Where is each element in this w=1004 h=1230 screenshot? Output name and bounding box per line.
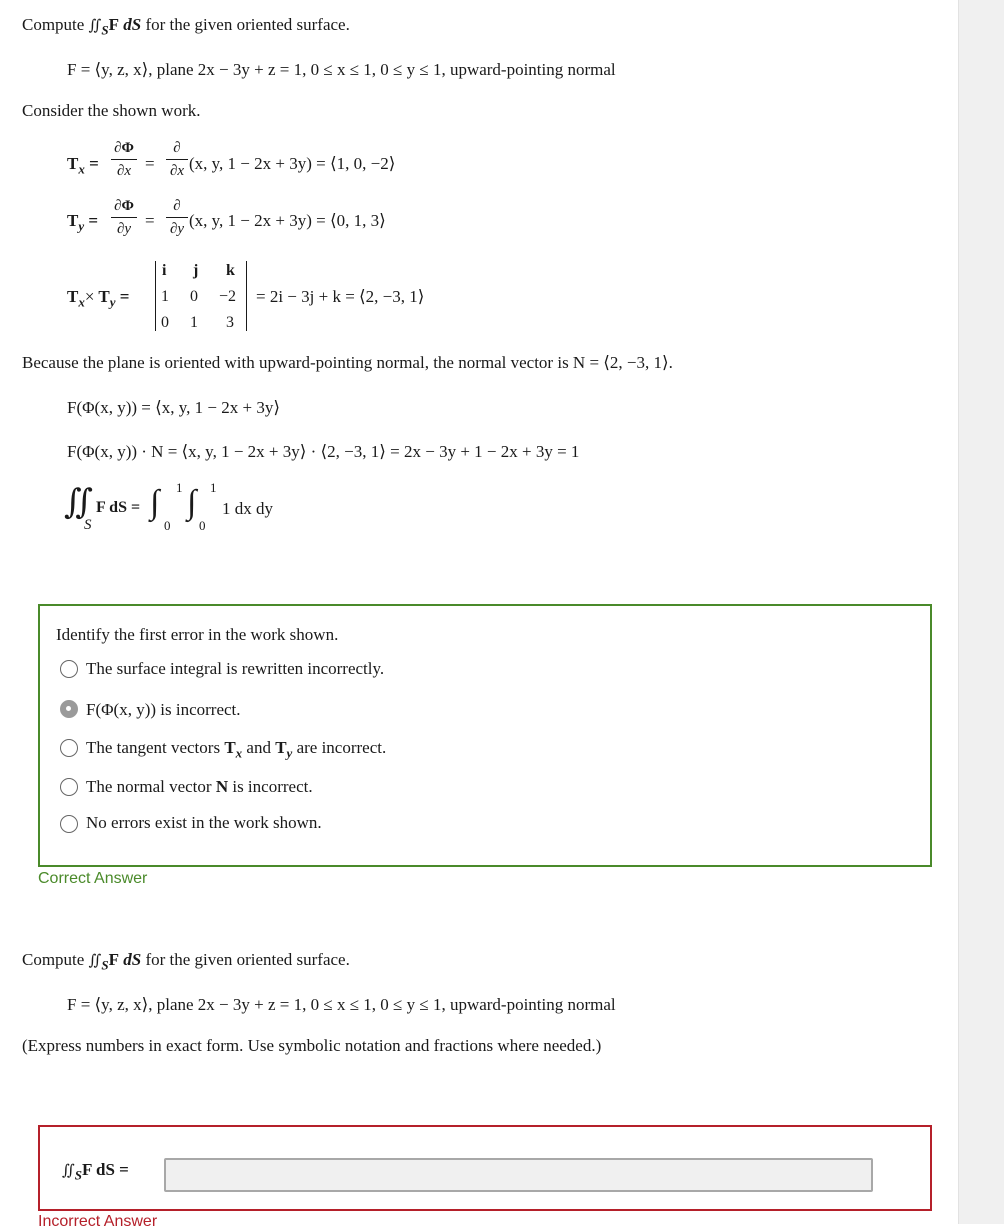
problem2-given: F = ⟨y, z, x⟩, plane 2x − 3y + z = 1, 0 ≤ x ≤ 1, 0 ≤ y ≤ 1, upward-pointing normal — [67, 995, 616, 1014]
ty-result: (x, y, 1 − 2x + 3y) = ⟨0, 1, 3⟩ — [189, 211, 386, 230]
ty-equals: = — [145, 211, 155, 230]
det-r3c3: 3 — [226, 314, 234, 331]
option-radio-4[interactable] — [60, 778, 78, 796]
answer-input[interactable] — [164, 1158, 873, 1192]
det-r2c2: 0 — [190, 288, 198, 305]
problem1-given: F = ⟨y, z, x⟩, plane 2x − 3y + z = 1, 0 ≤ x ≤ 1, 0 ≤ y ≤ 1, upward-pointing normal — [67, 60, 616, 79]
tx-dphi-dx: ∂Φ ∂x — [111, 141, 137, 179]
option-label-1[interactable]: The surface integral is rewritten incorrectly. — [86, 659, 385, 678]
integral-sub-s: S — [84, 517, 92, 533]
option-radio-2[interactable] — [60, 700, 78, 718]
det-r3c2: 1 — [190, 314, 198, 331]
option-label-5[interactable]: No errors exist in the work shown. — [86, 813, 322, 832]
option-radio-1[interactable] — [60, 660, 78, 678]
option-radio-5[interactable] — [60, 815, 78, 833]
option-label-4[interactable]: The normal vector N is incorrect. — [86, 777, 313, 796]
option-label-3[interactable]: The tangent vectors $T_x$ and $T_y$ are incorrect. — [86, 738, 387, 761]
consider-text: Consider the shown work. — [22, 101, 201, 120]
f-dot-n-line: F(Φ(x, y)) · N = ⟨x, y, 1 − 2x + 3y⟩ · ⟨2, −3, 1⟩ = 2x − 3y + 1 − 2x + 3y = 1 — [67, 442, 580, 461]
answer-panel — [38, 1125, 932, 1211]
ty-dphi-dy: ∂Φ ∂y — [111, 199, 137, 237]
tx-partial-x: ∂ ∂x — [166, 141, 188, 179]
tx-equals: = — [145, 154, 155, 173]
det-right-bar — [246, 261, 247, 331]
cross-lhs: $T_x\times T_y$ = — [67, 287, 130, 310]
f-phi-line: F(Φ(x, y)) = ⟨x, y, 1 − 2x + 3y⟩ — [67, 398, 280, 417]
problem2-heading: Compute $∬_SF$ dS for the given oriented surface. — [22, 950, 350, 973]
question-panel — [38, 604, 932, 867]
det-r2c1: 1 — [161, 288, 169, 305]
integral-sign-inner: ∫ — [187, 484, 197, 521]
problem1-heading: Compute $∬_SF$ dS for the given oriented surface. — [22, 15, 350, 38]
det-k: k — [226, 262, 235, 279]
det-i: i — [162, 262, 167, 279]
ty-label: $T_y$ = — [67, 211, 99, 234]
det-r2c3: −2 — [219, 288, 237, 305]
option-label-2[interactable]: F(Φ(x, y)) is incorrect. — [86, 700, 241, 719]
question-prompt: Identify the first error in the work shown. — [56, 625, 339, 644]
outer-upper-limit: 1 — [176, 480, 183, 495]
inner-upper-limit: 1 — [210, 480, 217, 495]
ty-partial-y: ∂ ∂y — [166, 199, 188, 237]
problem2-instructions: (Express numbers in exact form. Use symbolic notation and fractions where needed.) — [22, 1036, 602, 1055]
det-j: j — [193, 262, 199, 279]
outer-lower-limit: 0 — [164, 518, 171, 533]
answer-label: $∬_SF$ dS = — [62, 1160, 129, 1183]
tx-result: (x, y, 1 − 2x + 3y) = ⟨1, 0, −2⟩ — [189, 154, 396, 173]
correct-answer-feedback: Correct Answer — [38, 870, 148, 887]
tx-label: $T_x$ = — [67, 154, 99, 177]
integral-sign-outer: ∫ — [150, 484, 160, 521]
incorrect-answer-feedback: Incorrect Answer — [38, 1213, 158, 1230]
cross-result: = 2i − 3j + k = ⟨2, −3, 1⟩ — [256, 287, 425, 306]
because-text: Because the plane is oriented with upward-pointing normal, the normal vector is N = ⟨2, −3, 1⟩. — [22, 353, 673, 372]
det-left-bar — [155, 261, 156, 331]
det-r3c1: 0 — [161, 314, 169, 331]
final-lhs: F dS = — [96, 499, 141, 516]
option-radio-3[interactable] — [60, 739, 78, 757]
double-integral-sign: ∬ — [64, 484, 93, 521]
inner-lower-limit: 0 — [199, 518, 206, 533]
scrollbar-track[interactable] — [958, 0, 1004, 1224]
final-integrand: 1 dx dy — [222, 499, 273, 518]
